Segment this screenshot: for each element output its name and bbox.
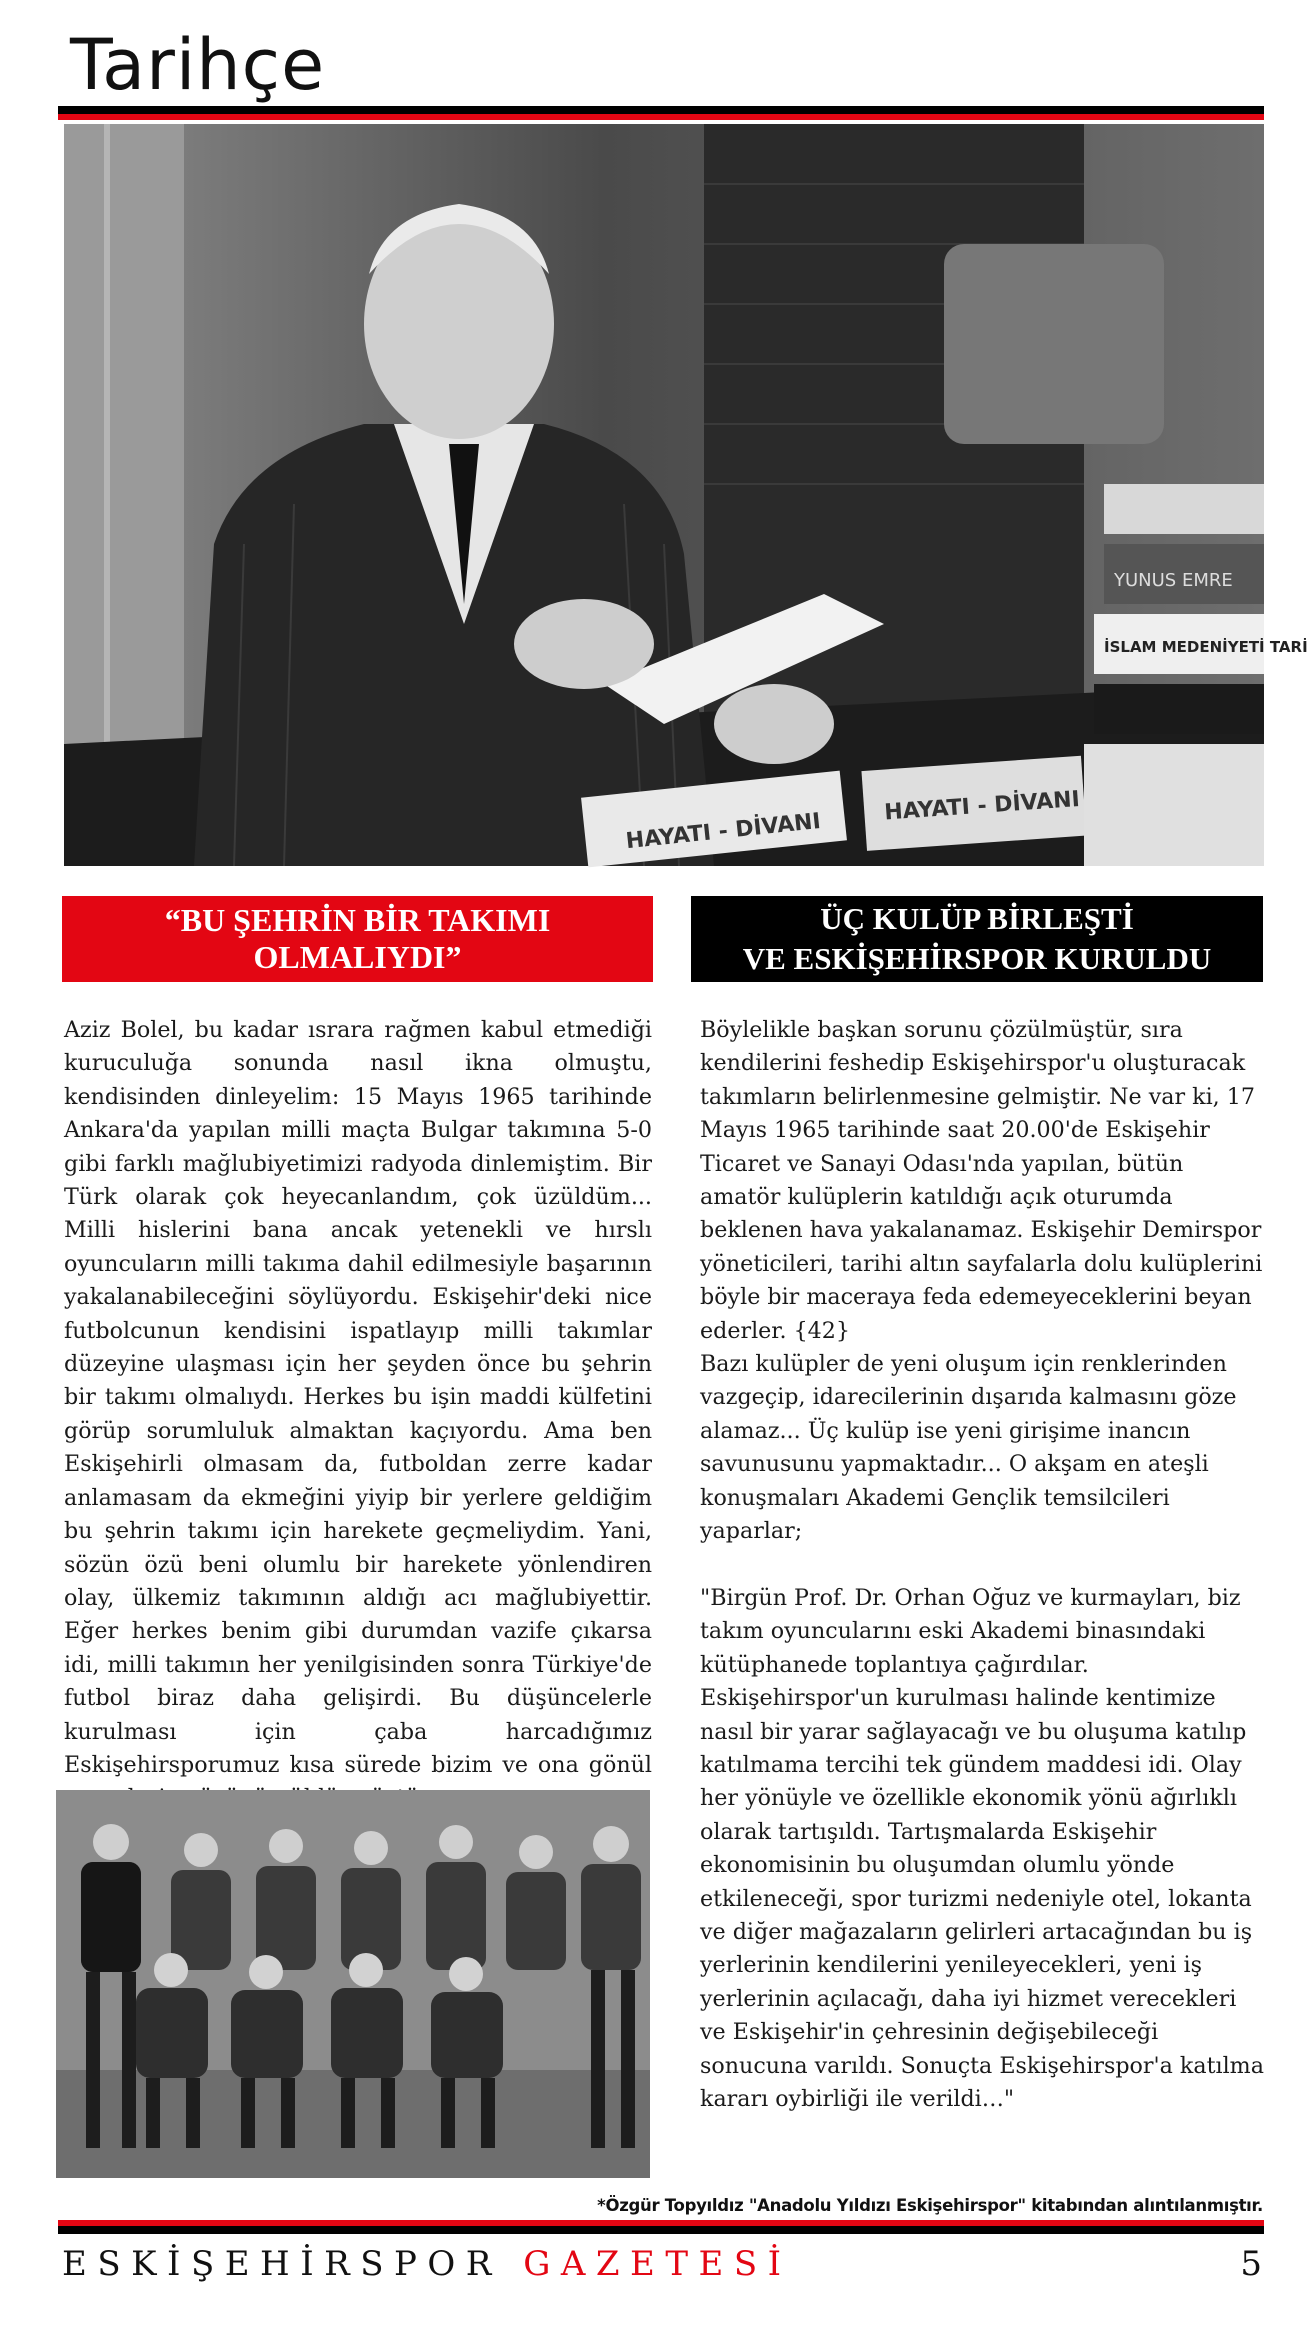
team-photo [56,1790,650,2178]
section-heading-right-line2: VE ESKİŞEHİRSPOR KURULDU [742,941,1212,976]
footer-brand-part1: ESKİŞEHİRSPOR [62,2244,502,2284]
header-rule-black [58,106,1264,114]
footer-rule-black [58,2226,1264,2234]
right-article-paragraph-2: Bazı kulüpler de yeni oluşum için renklerinden vazgeçip, idarecilerinin dışarıda kalmasını göze alamaz... Üç kulüp ise yeni girişime inancın savunusunu yapmaktadır... O akşam en ateşli konuşmaları Akademi Gençlik temsilcileri yaparlar; [700,1351,1237,1545]
page-number: 5 [1240,2244,1262,2284]
book-title-c: İSLAM MEDENİYETİ TARİ [1104,638,1308,656]
team-photo-illustration [56,1790,650,2178]
paragraph-spacer [700,1549,1264,1582]
right-column-text [700,1014,1264,2116]
footer-brand-part2: GAZETESİ [523,2244,792,2284]
book-title-b: HAYATI - DİVANI [883,786,1081,826]
footer-publication-name [62,2244,792,2284]
portrait-photo-illustration [64,124,1308,866]
portrait-photo [64,124,1308,866]
right-article-paragraph-1: Böylelikle başkan sorunu çözülmüştür, sıra kendilerini feshedip Eskişehirspor'u oluşturacak takımların belirlenmesine gelmiştir. Ne var ki, 17 Mayıs 1965 tarihinde saat 20.00'de Eskişehir Ticaret ve Sanayi Odası'nda yapılan, bütün amatör kulüplerin katıldığı açık oturumda beklenen hava yakalanamaz. Eskişehir Demirspor yöneticileri, tarihi altın sayfalarla dolu kulüplerini böyle bir maceraya feda edemeyeceklerini beyan ederler. {42} [700,1017,1263,1344]
section-heading-right-line1: ÜÇ KULÜP BİRLEŞTİ [820,901,1134,936]
page-title: Tarihçe [70,24,326,106]
header-rule-red [58,114,1264,120]
left-article-paragraph: Aziz Bolel, bu kadar ısrara rağmen kabul etmediği kuruculuğa sonunda nasıl ikna olmuştu, kendisinden dinleyelim: 15 Mayıs 1965 tarihinde Ankara'da yapılan milli maçta Bulgar takımına 5-0 gibi farklı mağlubiyetimizi radyoda dinlemiştim. Bir Türk olarak çok heyecanlandım, çok üzüldüm... Milli hislerini bana ancak yetenekli ve hırslı oyuncuların milli takıma dahil edilmesiyle başarının yakalanabileceğini söylüyordu. Eskişehir'deki nice futbolcunun kendisini ispatlayıp milli takımlar düzeyine ulaşması için her şeyden önce bu şehrin bir takımı olmalıydı. Herkes bu işin maddi külfetini görüp sorumluluk almaktan kaçıyordu. Ama ben Eskişehirli olmasam da, futboldan zerre kadar anlamasam da ekmeğini yiyip bir yerlere geldiğim bu şehrin takımı için harekete geçmeliydim. Yani, sözün özü beni olumlu bir harekete yönlendiren olay, ülkemiz takımının aldığı acı mağlubiyettir. Eğer herkes benim gibi durumdan vazife çıkarsa idi, milli takımın her yenilgisinden sonra Türkiye'de futbol biraz daha gelişirdi. Bu düşüncelerle kurulması için çaba harcadığımız Eskişehirsporumuz kısa sürede bizim ve ona gönül [64,1017,652,1778]
book-title-a: HAYATI - DİVANI [624,808,822,855]
section-heading-left: “BU ŞEHRİN BİR TAKIMI OLMALIYDI” [62,896,653,982]
left-column-text [64,1014,652,1816]
right-article-quote: "Birgün Prof. Dr. Orhan Oğuz ve kurmayları, biz takım oyuncularını eski Akademi binasındaki kütüphanede toplantıya çağırdılar. Eskişehirspor'un kurulması halinde kentimize nasıl bir yarar sağlayacağı ve bu oluşuma katılıp katılmama tercihi tek gündem maddesi idi. Olay her yönüyle ve özellikle ekonomik yönü ağırlıklı olarak tartışıldı. Tartışmalarda Eskişehir ekonomisinin bu oluşumdan olumlu yönde etkileneceği, spor turizmi nedeniyle otel, lokanta ve diğer mağazaların gelirleri artacağından bu iş yerlerinin kendilerini yenileyecekleri, yeni iş yerlerinin açılacağı, daha iyi hizmet verecekleri ve Eskişehir'in çehresinin değişebileceği sonucuna varıldı. Sonuçta Eskişehirspor'a katılma kararı oybirliği ile verildi…" [700,1584,1264,2112]
source-footnote: *Özgür Topyıldız "Anadolu Yıldızı Eskişehirspor" kitabından alıntılanmıştır. [597,2196,1263,2215]
section-heading-right [691,896,1263,982]
book-title-d: YUNUS EMRE [1114,570,1233,591]
